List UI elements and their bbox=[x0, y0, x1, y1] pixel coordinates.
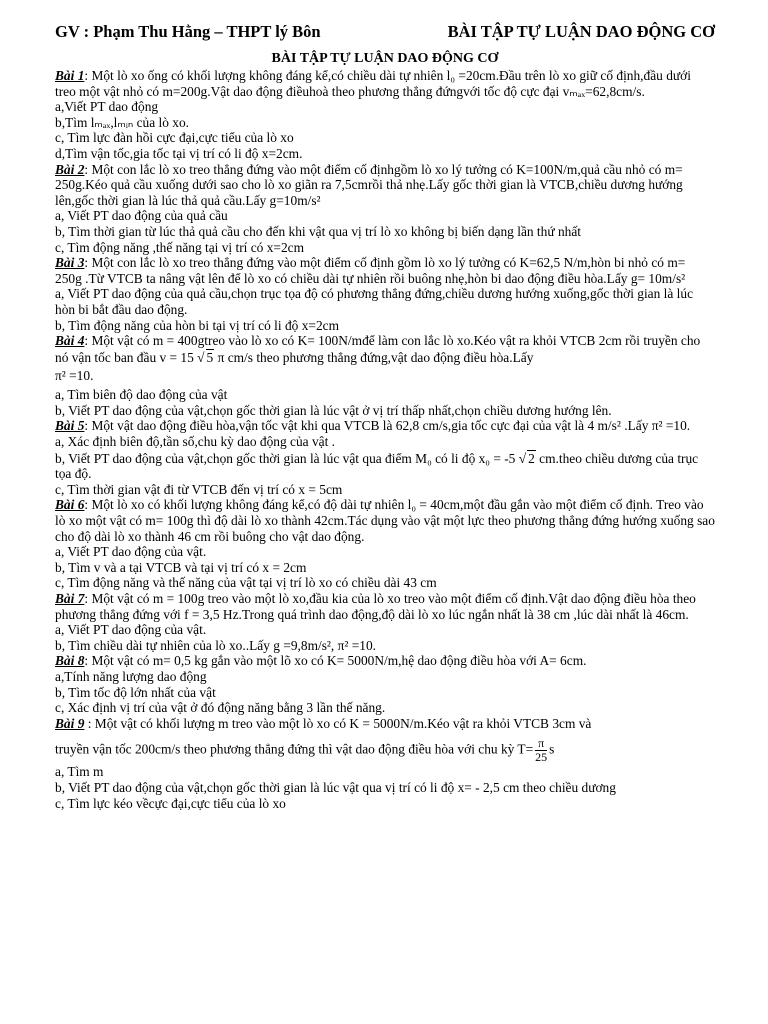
problem-1 bbox=[55, 68, 715, 162]
problem-item: b, Viết PT dao động của vật,chọn gốc thời gian là lúc vật qua vị trí có li độ x= - 2,5 cm theo chiều dương bbox=[55, 779, 616, 795]
problem-item: b, Tìm v và a tại VTCB và tại vị trí có x = 2cm bbox=[55, 559, 307, 575]
fraction-numerator: π bbox=[535, 737, 547, 751]
problem-label: Bài 6 bbox=[55, 497, 85, 513]
header-author: GV : Phạm Thu Hằng – THPT lý Bôn bbox=[55, 22, 321, 41]
problem-text-cont: truyền vận tốc 200cm/s theo phương thẳng đứng thì vật dao động điều hòa với chu kỳ T= bbox=[55, 741, 534, 757]
problem-statement bbox=[55, 162, 715, 209]
problem-statement: Bài 4: Một vật có m = 400gtreo vào lò xo có K= 100N/mđể làm con lắc lò xo.Kéo vật ra khỏi VTCB 2cm rồi truyền cho nó vận tốc ban đầu v = 15 √ 5 π cm/s theo phương thẳng đứng,vật dao động điều hòa.Lấy bbox=[55, 333, 701, 365]
problem-item: a, Tìm biên độ dao động của vật bbox=[55, 387, 228, 403]
problem-item: b, Viết PT dao động của vật,chọn gốc thời gian là lúc vật qua điểm M₀ có li độ x₀ = -5 √ 2 cm.theo chiều dương của trục tọa độ. bbox=[55, 450, 699, 482]
problem-8 bbox=[55, 653, 715, 715]
item-text: b, Viết PT dao động của vật,chọn gốc thời gian là lúc vật qua điểm M₀ có li độ x₀ = -5 bbox=[55, 450, 516, 466]
problem-item: b,Tìm lₘₐₓ,lₘᵢₙ của lò xo. bbox=[55, 114, 190, 130]
problem-text: : Một vật có m = 400gtreo vào lò xo có K= 100N/mđể làm con lắc lò xo.Kéo vật ra khỏi VTCB 2cm rồi truyền cho nó vận tốc ban đầu v = 15 bbox=[55, 333, 701, 365]
problem-item: a, Tìm m bbox=[55, 764, 104, 780]
problem-item: c, Xác định vị trí của vật ở đó động năng bằng 3 lần thế năng. bbox=[55, 700, 386, 716]
problem-label: Bài 8 bbox=[55, 653, 85, 669]
problem-item: a,Viết PT dao động bbox=[55, 99, 159, 115]
unit: s bbox=[549, 741, 555, 757]
problem-label: Bài 3 bbox=[55, 255, 85, 271]
problem-text: : Một vật có m = 100g treo vào một lò xo,đầu kia của lò xo treo vào một điểm cố định.Vật dao động điều hòa theo phương thẳng đứng với f = 3,5 Hz.Trong quá trình dao động,độ dài lò xo lúc ngắn nhất là 38 cm ,lúc dài nhất là 46cm. bbox=[55, 591, 696, 622]
sqrt-value: 5 bbox=[206, 349, 214, 365]
problem-statement bbox=[55, 716, 715, 732]
problem-item: c, Tìm lực kéo vềcực đại,cực tiểu của lò xo bbox=[55, 795, 286, 811]
problem-item: a, Viết PT dao động của quả cầu,chọn trục tọa độ có phương thẳng đứng,chiều dương hướng xuống,gốc thời gian là lúc hòn bi bắt đầu dao động. bbox=[55, 286, 694, 317]
problem-9 bbox=[55, 716, 715, 811]
problem-item: b, Tìm động năng của hòn bi tại vị trí có li độ x=2cm bbox=[55, 317, 340, 333]
problem-label: Bài 9 bbox=[55, 715, 85, 731]
fraction-denominator: 25 bbox=[535, 750, 548, 765]
problem-item: c, Tìm động năng ,thế năng tại vị trí có x=2cm bbox=[55, 239, 305, 255]
problem-7 bbox=[55, 591, 715, 653]
problem-text: : Một lò xo ống có khối lượng không đáng kể,có chiều dài tự nhiên l₀ =20cm.Đầu trên lò xo giữ cố định,đầu dưới treo một vật nhỏ có m=200g.Vật dao động điềuhoà theo phương thẳng đứngvới tốc độ cực đại vₘₐₓ=62,8cm/s. bbox=[55, 68, 691, 99]
problem-item: b, Tìm thời gian từ lúc thả quả cầu cho đến khi vật qua vị trí lò xo không bị biến dạng lần thứ nhất bbox=[55, 223, 582, 239]
problem-item: c, Tìm lực đàn hồi cực đại,cực tiểu của lò xo bbox=[55, 130, 294, 146]
problem-label: Bài 5 bbox=[55, 418, 85, 434]
sqrt-value: 2 bbox=[528, 450, 535, 466]
problem-label: Bài 1 bbox=[55, 68, 85, 83]
problem-item: a,Tính năng lượng dao động bbox=[55, 668, 207, 684]
problem-text: : Một con lắc lò xo treo thẳng đứng vào một điểm cố địnhgồm lò xo lý tưởng có K=100N/m,quả cầu nhỏ có m= 250g.Kéo quả cầu xuống dưới sao cho lò xo giãn ra 7,5cmrồi thả nhẹ.Lấy gốc thời gian là VTCB,chiều dương hướng lên,gốc thời gian là lúc thả quả cầu.Lấy g=10m/s² bbox=[55, 161, 683, 208]
problem-item: a, Viết PT dao động của vật. bbox=[55, 622, 207, 638]
problem-statement bbox=[55, 68, 715, 99]
problem-2 bbox=[55, 162, 715, 256]
problem-label: Bài 7 bbox=[55, 591, 85, 606]
problem-item: b, Viết PT dao động của vật,chọn gốc thời gian là lúc vật ở vị trí thấp nhất,chọn chiều dương hướng lên. bbox=[55, 402, 612, 418]
problem-label: Bài 2 bbox=[55, 161, 85, 177]
problem-label: Bài 4 bbox=[55, 333, 85, 349]
problem-item: a, Viết PT dao động của vật. bbox=[55, 544, 207, 560]
problem-item: c, Tìm thời gian vật đi từ VTCB đến vị trí có x = 5cm bbox=[55, 481, 343, 497]
problem-4 bbox=[55, 333, 715, 418]
problem-text: : Một lò xo có khối lượng không đáng kể,có độ dài tự nhiên l₀ = 40cm,một đầu gắn vào một điểm cố định. Treo vào lò xo một vật có m= 100g thì độ dài lò xo thành 42cm.Tác dụng vào vật một lực theo phương thẳng đứng hướng xuống sao cho độ dài lò xo thành 46 cm rồi buông cho vật dao động. bbox=[55, 497, 715, 544]
problem-item: d,Tìm vận tốc,gia tốc tại vị trí có li độ x=2cm. bbox=[55, 145, 303, 161]
problem-6 bbox=[55, 497, 715, 591]
problem-statement bbox=[55, 418, 715, 434]
exercise-list bbox=[55, 68, 715, 811]
problem-statement bbox=[55, 653, 715, 669]
page-title: BÀI TẬP TỰ LUẬN DAO ĐỘNG CƠ bbox=[271, 51, 499, 66]
problem-item: b, Tìm chiều dài tự nhiên của lò xo..Lấy g =9,8m/s², π² =10. bbox=[55, 637, 377, 653]
problem-item: π² =10. bbox=[55, 368, 94, 384]
problem-statement bbox=[55, 255, 715, 286]
item-text-cont: cm.theo chiều dương của trục tọa độ. bbox=[55, 450, 699, 482]
problem-statement bbox=[55, 591, 715, 622]
fraction bbox=[535, 737, 547, 764]
problem-item: a, Xác định biên độ,tần số,chu kỳ dao động của vật . bbox=[55, 434, 336, 450]
problem-5 bbox=[55, 418, 715, 497]
page-header bbox=[55, 22, 715, 42]
problem-3 bbox=[55, 255, 715, 333]
problem-text-cont: π cm/s theo phương thẳng đứng,vật dao động điều hòa.Lấy bbox=[217, 349, 534, 365]
header-title: BÀI TẬP TỰ LUẬN DAO ĐỘNG CƠ bbox=[447, 22, 715, 41]
problem-statement-cont bbox=[55, 737, 715, 764]
problem-text: : Một vật dao động điều hòa,vận tốc vật khi qua VTCB là 62,8 cm/s,gia tốc cực đại của vật là 4 m/s² .Lấy π² =10. bbox=[84, 418, 691, 434]
problem-text: : Một vật có m= 0,5 kg gắn vào một lõ xo có K= 5000N/m,hệ dao động điều hòa với A= 6cm. bbox=[84, 653, 587, 669]
document-page bbox=[55, 22, 715, 811]
problem-text: : Một con lắc lò xo treo thẳng đứng vào một điểm cố định gồm lò xo lý tưởng có K=62,5 N/m,hòn bi nhỏ có m= 250g .Từ VTCB ta nâng vật lên để lò xo có chiều dài tự nhiên rồi buông nhẹ,hòn bi dao động điều hòa.Lấy g= 10m/s² bbox=[55, 255, 686, 286]
problem-statement bbox=[55, 497, 715, 544]
problem-text: : Một vật có khối lượng m treo vào một lò xo có K = 5000N/m.Kéo vật ra khỏi VTCB 3cm và bbox=[84, 715, 592, 731]
problem-item: b, Tìm tốc độ lớn nhất của vật bbox=[55, 684, 216, 700]
problem-item: a, Viết PT dao động của quả cầu bbox=[55, 208, 228, 224]
problem-item: c, Tìm động năng và thế năng của vật tại vị trí lò xo có chiều dài 43 cm bbox=[55, 575, 437, 591]
